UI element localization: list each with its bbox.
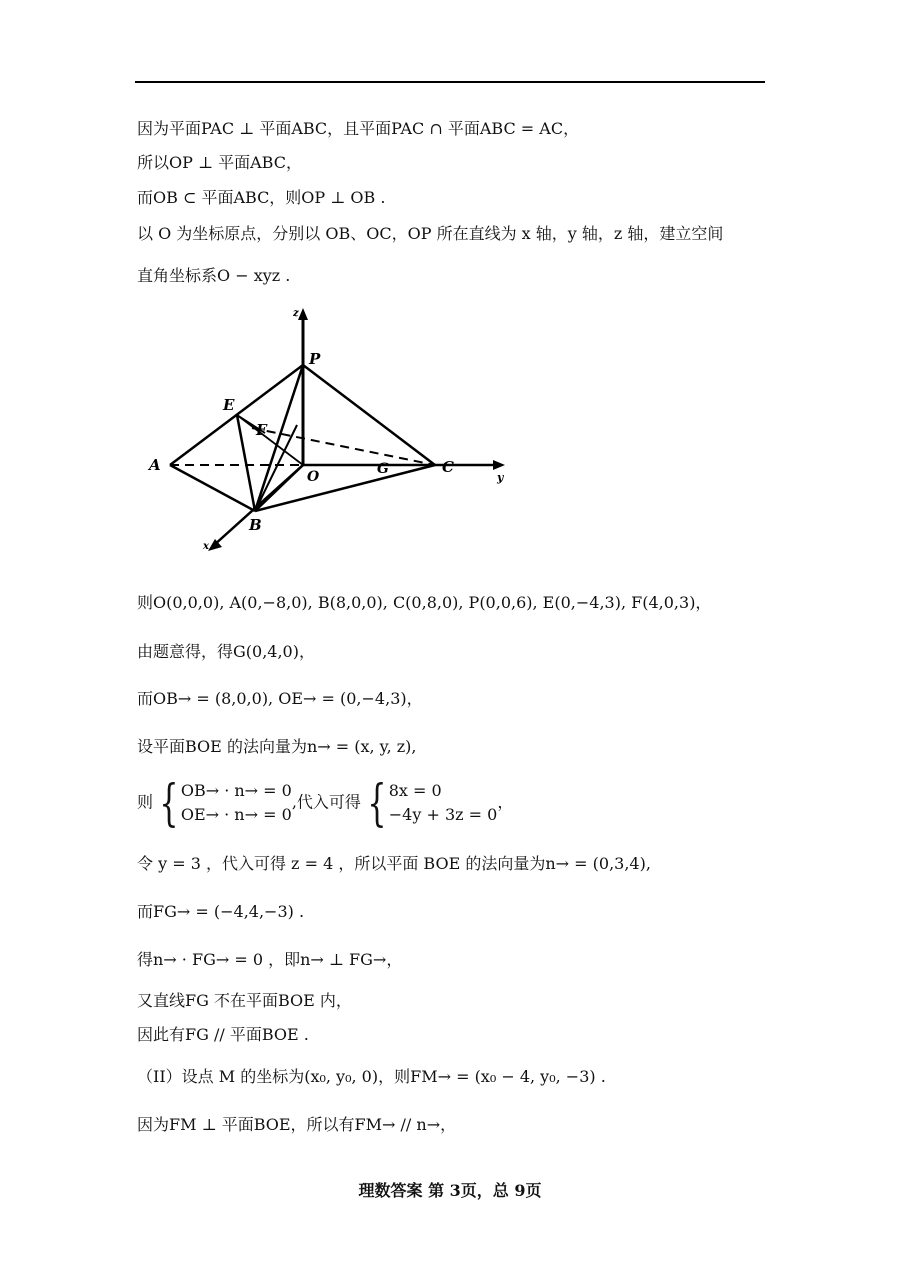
part-two-line: （II）设点 M 的坐标为(x₀, y₀, 0)，则FM→ = (x₀ − 4, y₀, −3) . bbox=[137, 1067, 606, 1086]
label-A: A bbox=[149, 456, 161, 474]
system-right-eq-2: −4y + 3z = 0 bbox=[388, 805, 498, 824]
label-x: x bbox=[203, 541, 209, 552]
substitution-line: 令 y = 3 ，代入可得 z = 4 ，所以平面 BOE 的法向量为n→ = (0,3,4), bbox=[137, 854, 651, 873]
text-line-4: 以 O 为坐标原点，分别以 OB、OC，OP 所在直线为 x 轴，y 轴，z 轴，建立空间 bbox=[137, 224, 724, 243]
label-P: P bbox=[309, 350, 321, 368]
label-B: B bbox=[249, 516, 262, 534]
label-z: z bbox=[293, 308, 299, 319]
brace-icon: { bbox=[159, 774, 179, 832]
label-O: O bbox=[307, 469, 320, 485]
normal-vector-line: 设平面BOE 的法向量为n→ = (x, y, z), bbox=[137, 737, 417, 756]
text-line-2: 所以OP ⊥ 平面ABC， bbox=[137, 153, 302, 172]
text-line-3: 而OB ⊂ 平面ABC，则OP ⊥ OB . bbox=[137, 188, 386, 207]
system-prefix: 则 bbox=[137, 792, 154, 812]
system-left-eq-2: OE→ · n→ = 0 bbox=[180, 805, 292, 824]
page-footer: 理数答案 第 3页，总 9页 bbox=[358, 1181, 542, 1200]
label-G: G bbox=[377, 461, 389, 477]
system-right-eq-1: 8x = 0 bbox=[388, 781, 442, 800]
not-in-plane-line: 又直线FG 不在平面BOE 内， bbox=[137, 991, 352, 1010]
equation-system bbox=[137, 774, 514, 832]
system-left-eq-1: OB→ · n→ = 0 bbox=[180, 781, 292, 800]
label-E: E bbox=[223, 396, 235, 414]
text-line-1: 因为平面PAC ⊥ 平面ABC，且平面PAC ∩ 平面ABC = AC， bbox=[137, 119, 580, 138]
point-g-line: 由题意得，得G(0,4,0)， bbox=[137, 642, 315, 661]
fg-vector-line: 而FG→ = (−4,4,−3) . bbox=[137, 902, 305, 921]
system-suffix: ， bbox=[497, 792, 514, 812]
label-y: y bbox=[497, 471, 504, 484]
fm-parallel-line: 因为FM ⊥ 平面BOE，所以有FM→ // n→， bbox=[137, 1115, 457, 1134]
label-F: F bbox=[256, 421, 267, 439]
coordinates-line: 则O(0,0,0), A(0,−8,0), B(8,0,0), C(0,8,0), P(0,0,6), E(0,−4,3), F(4,0,3)， bbox=[137, 593, 712, 612]
brace-icon: { bbox=[367, 774, 387, 832]
pyramid-coordinate-figure bbox=[137, 300, 517, 578]
text-line-5: 直角坐标系O − xyz . bbox=[137, 266, 291, 285]
label-C: C bbox=[442, 458, 454, 476]
dot-product-line: 得n→ · FG→ = 0 ，即n→ ⊥ FG→， bbox=[137, 950, 403, 969]
system-middle: ,代入可得 bbox=[291, 792, 361, 812]
vectors-line: 而OB→ = (8,0,0), OE→ = (0,−4,3)， bbox=[137, 689, 423, 708]
header-rule bbox=[135, 81, 765, 83]
parallel-conclusion-line: 因此有FG // 平面BOE . bbox=[137, 1025, 309, 1044]
